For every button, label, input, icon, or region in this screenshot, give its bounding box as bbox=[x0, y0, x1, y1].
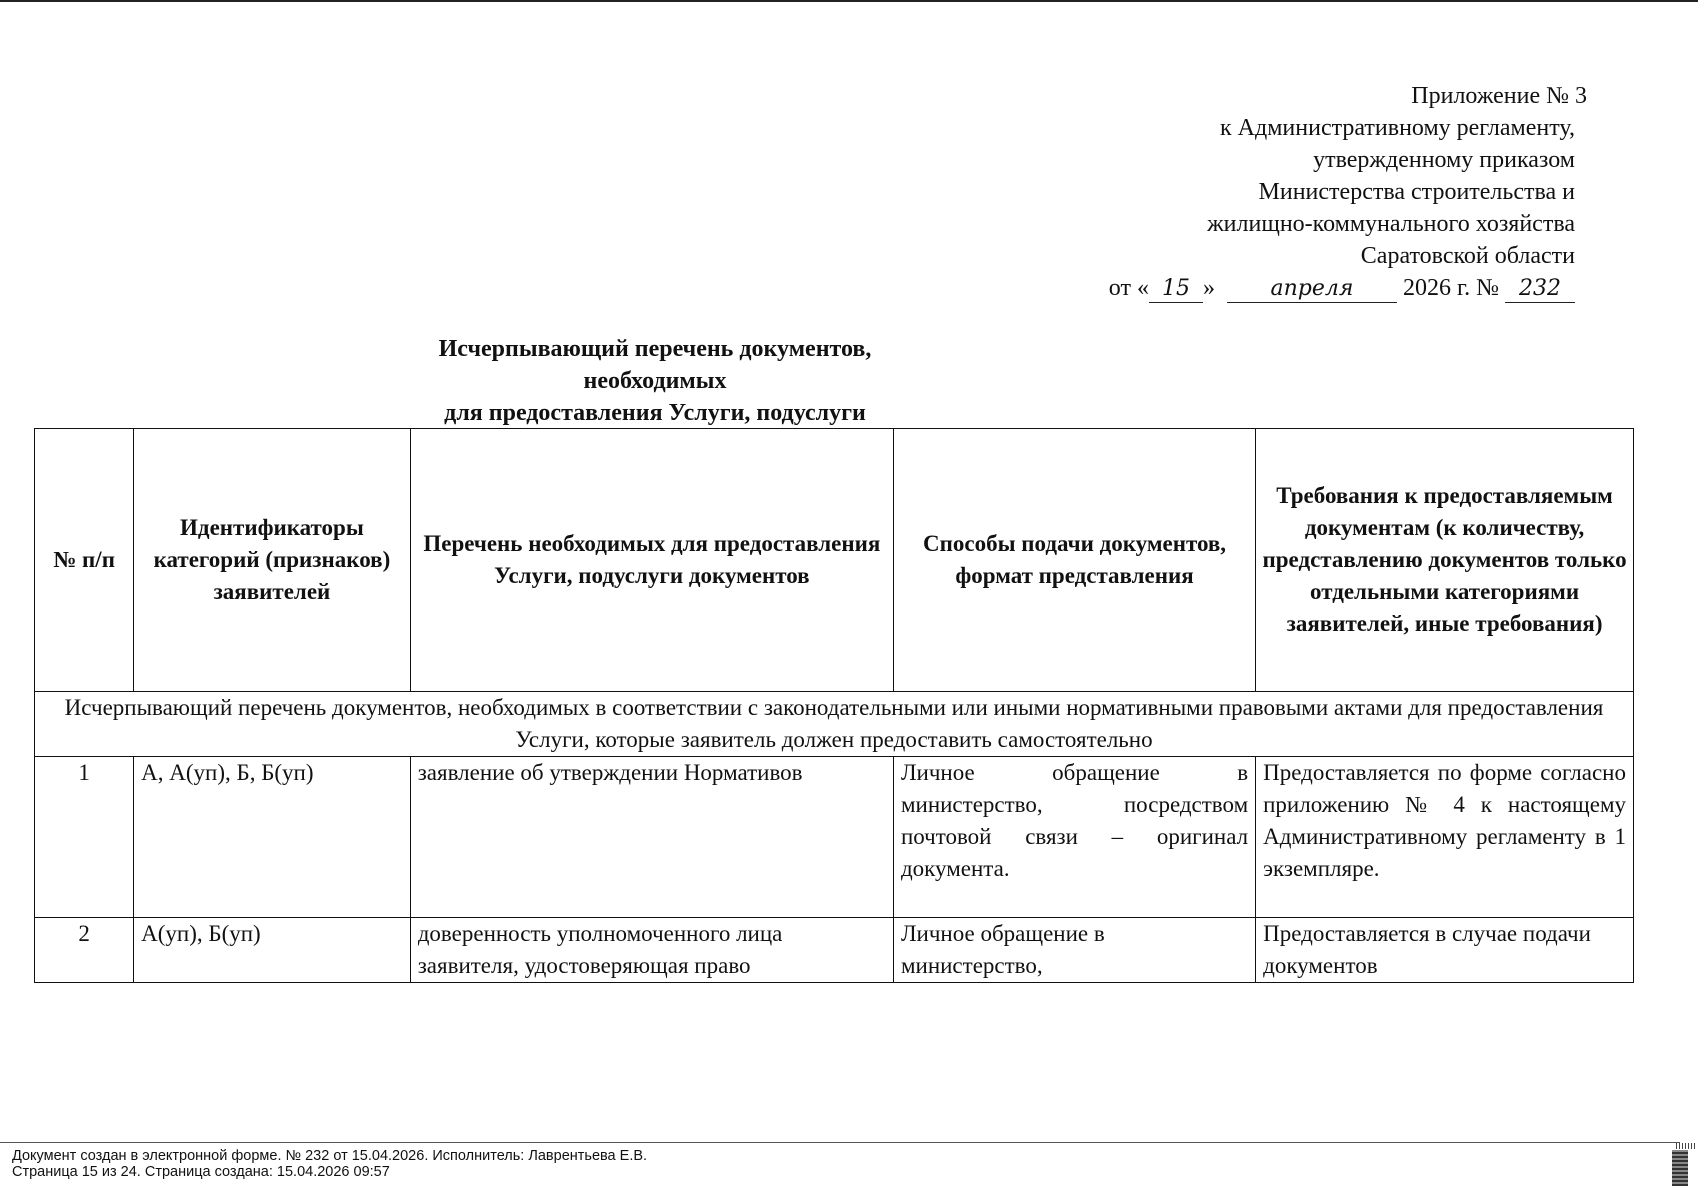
row-method: Личное обращение в министерство, посредством почтовой связи – оригинал документа. bbox=[893, 757, 1255, 918]
regulation-ref: к Административному регламенту, bbox=[1220, 115, 1575, 141]
handwritten-month: апреля bbox=[1227, 276, 1397, 303]
row-requirements-cell bbox=[1256, 918, 1634, 983]
table-header-row bbox=[35, 429, 1634, 692]
appendix-number: Приложение № 3 bbox=[1411, 83, 1587, 109]
approval-stamp bbox=[1015, 80, 1587, 304]
year-text: 2026 г. № bbox=[1402, 275, 1499, 301]
row-document-cell bbox=[410, 918, 893, 983]
footer-divider bbox=[0, 1142, 1680, 1143]
row-categories: А, А(уп), Б, Б(уп) bbox=[134, 757, 411, 918]
header-documents: Перечень необходимых для предоставления Услуги, подуслуги документов bbox=[410, 429, 893, 692]
date-mid: » bbox=[1202, 275, 1215, 301]
header-number: № п/п bbox=[35, 429, 134, 692]
date-prefix: от « bbox=[1108, 275, 1149, 301]
footer-page-info: Страница 15 из 24. Страница создана: 15.04.2026 09:57 bbox=[12, 1164, 390, 1180]
row-method-cell bbox=[893, 918, 1255, 983]
title-line1: Исчерпывающий перечень документов, необходимых bbox=[438, 336, 872, 394]
row-number: 2 bbox=[35, 918, 134, 983]
page-title bbox=[430, 333, 880, 429]
section-title: Исчерпывающий перечень документов, необходимых в соответствии с законодательными или иными нормативными правовыми актами для предоставления Услуги, которые заявитель должен предоставить самостоятельно bbox=[35, 692, 1634, 757]
barcode-icon bbox=[1672, 1150, 1688, 1186]
region-line: Саратовской области bbox=[1360, 243, 1575, 269]
row-method: Личное обращение в министерство, bbox=[900, 921, 1105, 978]
top-border-line bbox=[0, 0, 1698, 2]
handwritten-day: 15 bbox=[1149, 276, 1203, 303]
ministry-line2: жилищно-коммунального хозяйства bbox=[1207, 211, 1575, 237]
row-document: заявление об утверждении Нормативов bbox=[410, 757, 893, 918]
footer bbox=[12, 1148, 647, 1180]
header-methods: Способы подачи документов, формат представления bbox=[893, 429, 1255, 692]
order-date-line bbox=[1015, 272, 1575, 304]
row-categories: А(уп), Б(уп) bbox=[134, 918, 411, 983]
row-requirements: Предоставляется по форме согласно приложению № 4 к настоящему Административному регламенту в 1 экземпляре. bbox=[1256, 757, 1634, 918]
row-number: 1 bbox=[35, 757, 134, 918]
documents-table bbox=[34, 428, 1634, 983]
ministry-line1: Министерства строительства и bbox=[1258, 179, 1575, 205]
row-document: доверенность уполномоченного лица заявителя, удостоверяющая право bbox=[417, 921, 783, 978]
footer-doc-info: Документ создан в электронной форме. № 232 от 15.04.2026. Исполнитель: Лаврентьева Е.В. bbox=[12, 1148, 648, 1164]
section-row bbox=[35, 692, 1634, 757]
handwritten-order-number: 232 bbox=[1505, 276, 1575, 303]
scan-mark-icon bbox=[1676, 1143, 1696, 1149]
title-line2: для предоставления Услуги, подуслуги bbox=[444, 400, 866, 426]
table-row bbox=[35, 918, 1634, 983]
table-row bbox=[35, 757, 1634, 918]
header-categories: Идентификаторы категорий (признаков) заявителей bbox=[134, 429, 411, 692]
row-requirements: Предоставляется в случае подачи документов bbox=[1263, 921, 1591, 978]
header-requirements: Требования к предоставляемым документам (к количеству, представлению документов только отдельными категориями заявителей, иные требования) bbox=[1256, 429, 1634, 692]
order-ref: утвержденному приказом bbox=[1313, 147, 1575, 173]
